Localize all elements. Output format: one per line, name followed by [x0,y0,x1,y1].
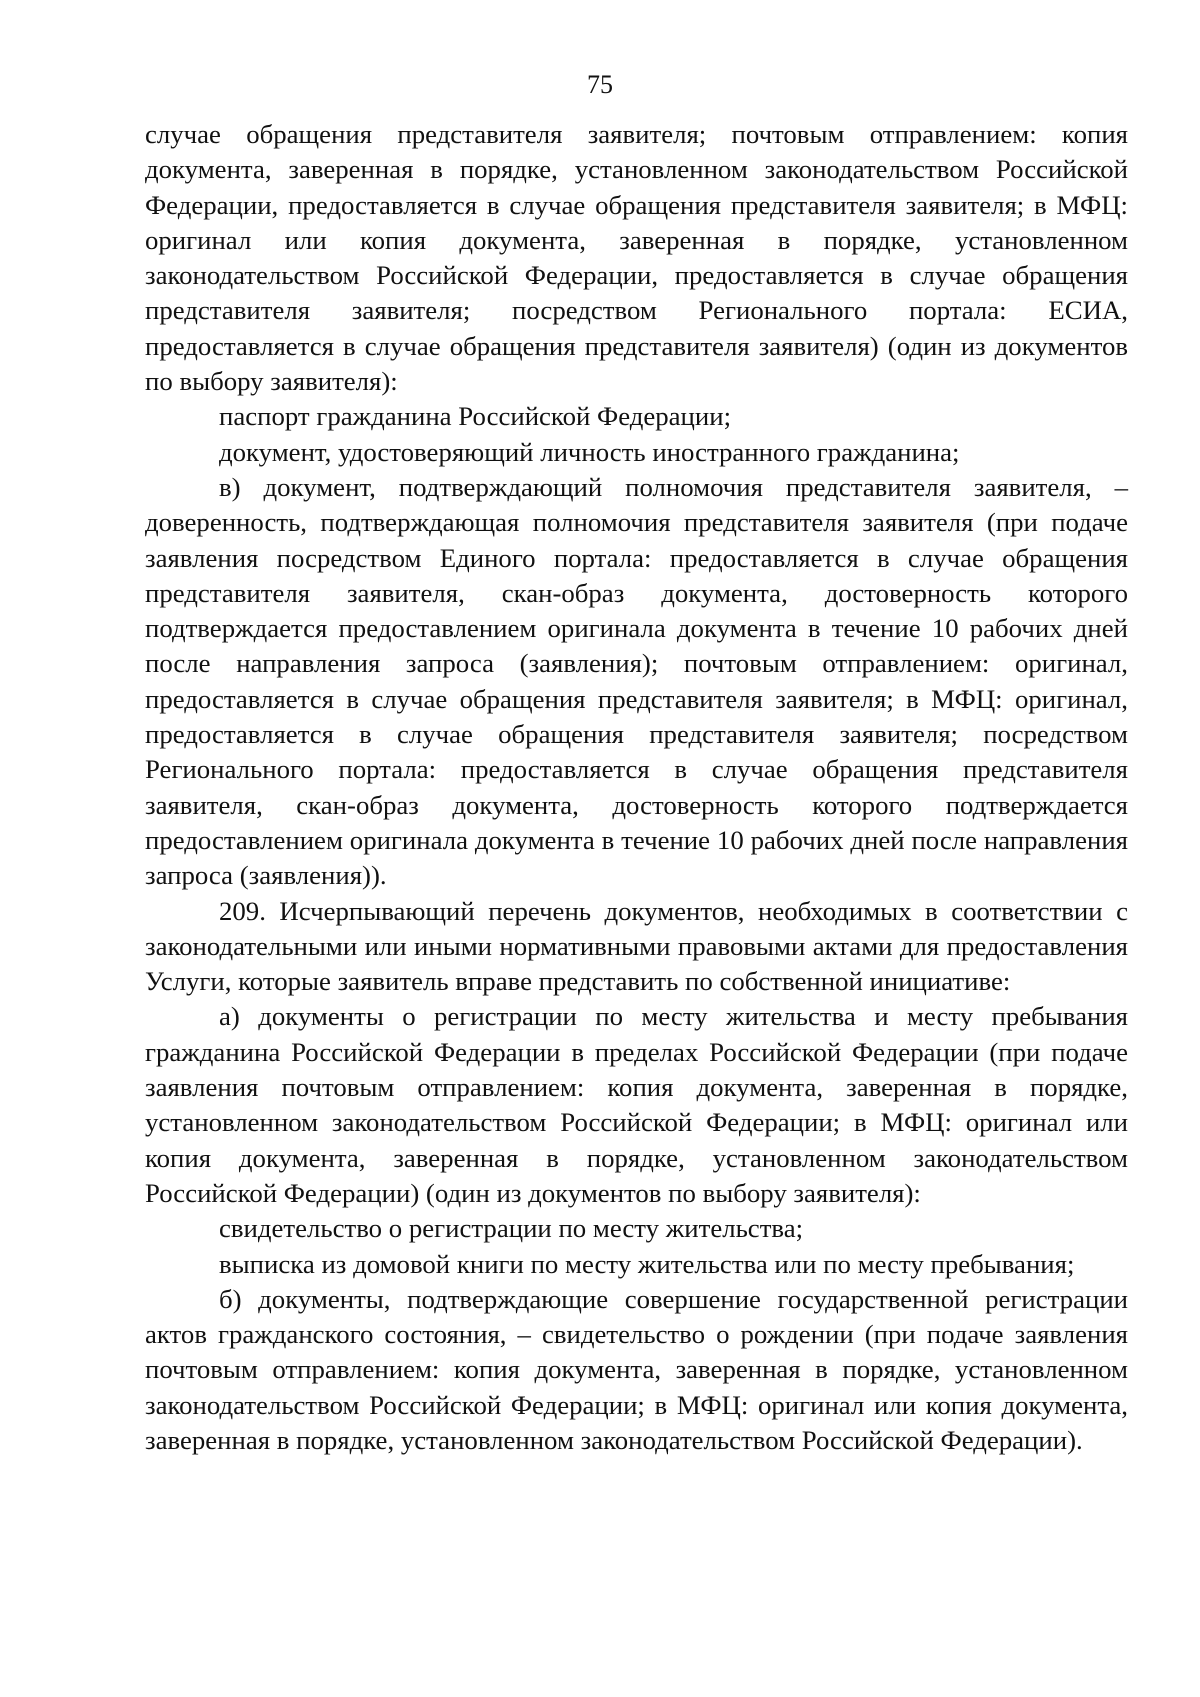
paragraph-continuation: случае обращения представителя заявителя; почтовым отправлением: копия документа, заверенная в порядке, установленном законодательством Российской Федерации, предоставляется в случае обращения представителя заявителя; в МФЦ: оригинал или копия документа, заверенная в порядке, установленном законодательством Российской Федерации, предоставляется в случае обращения представителя заявителя; посредством Регионального портала: ЕСИА, предоставляется в случае обращения представителя заявителя) (один из документов по выбору заявителя): [145,119,1128,397]
list-item-passport: паспорт гражданина Российской Федерации; [219,401,732,432]
paragraph-209: 209. Исчерпывающий перечень документов, необходимых в соответствии с законодательными или иными нормативными правовыми актами для предоставления Услуги, которые заявитель вправе представить по собственной инициативе: [145,895,1128,997]
document-body [145,117,1128,1458]
paragraph-item-a: а) документы о регистрации по месту жительства и месту пребывания гражданина Российской Федерации в пределах Российской Федерации (при подаче заявления почтовым отправлением: копия документа, заверенная в порядке, установленном законодательством Российской Федерации; в МФЦ: оригинал или копия документа, заверенная в порядке, установленном законодательством Российской Федерации) (один из документов по выбору заявителя): [145,1001,1128,1208]
list-item-house-book-extract: выписка из домовой книги по месту жительства или по месту пребывания; [219,1248,1075,1279]
list-item-registration-certificate: свидетельство о регистрации по месту жительства; [219,1213,804,1244]
list-item-foreign-id: документ, удостоверяющий личность иностранного гражданина; [219,436,960,467]
paragraph-item-v: в) документ, подтверждающий полномочия представителя заявителя, – доверенность, подтверждающая полномочия представителя заявителя (при подаче заявления посредством Единого портала: предоставляется в случае обращения представителя заявителя, скан-образ документа, достоверность которого подтверждается предоставлением оригинала документа в течение 10 рабочих дней после направления запроса (заявления); почтовым отправлением: оригинал, предоставляется в случае обращения представителя заявителя; в МФЦ: оригинал, предоставляется в случае обращения представителя заявителя; посредством Регионального портала: предоставляется в случае обращения представителя заявителя, скан-образ документа, достоверность которого подтверждается предоставлением оригинала документа в течение 10 рабочих дней после направления запроса (заявления)). [145,471,1128,891]
page-number: 75 [587,70,613,99]
paragraph-item-b: б) документы, подтверждающие совершение государственной регистрации актов гражданского состояния, – свидетельство о рождении (при подаче заявления почтовым отправлением: копия документа, заверенная в порядке, установленном законодательством Российской Федерации; в МФЦ: оригинал или копия документа, заверенная в порядке, установленном законодательством Российской Федерации). [145,1283,1128,1455]
